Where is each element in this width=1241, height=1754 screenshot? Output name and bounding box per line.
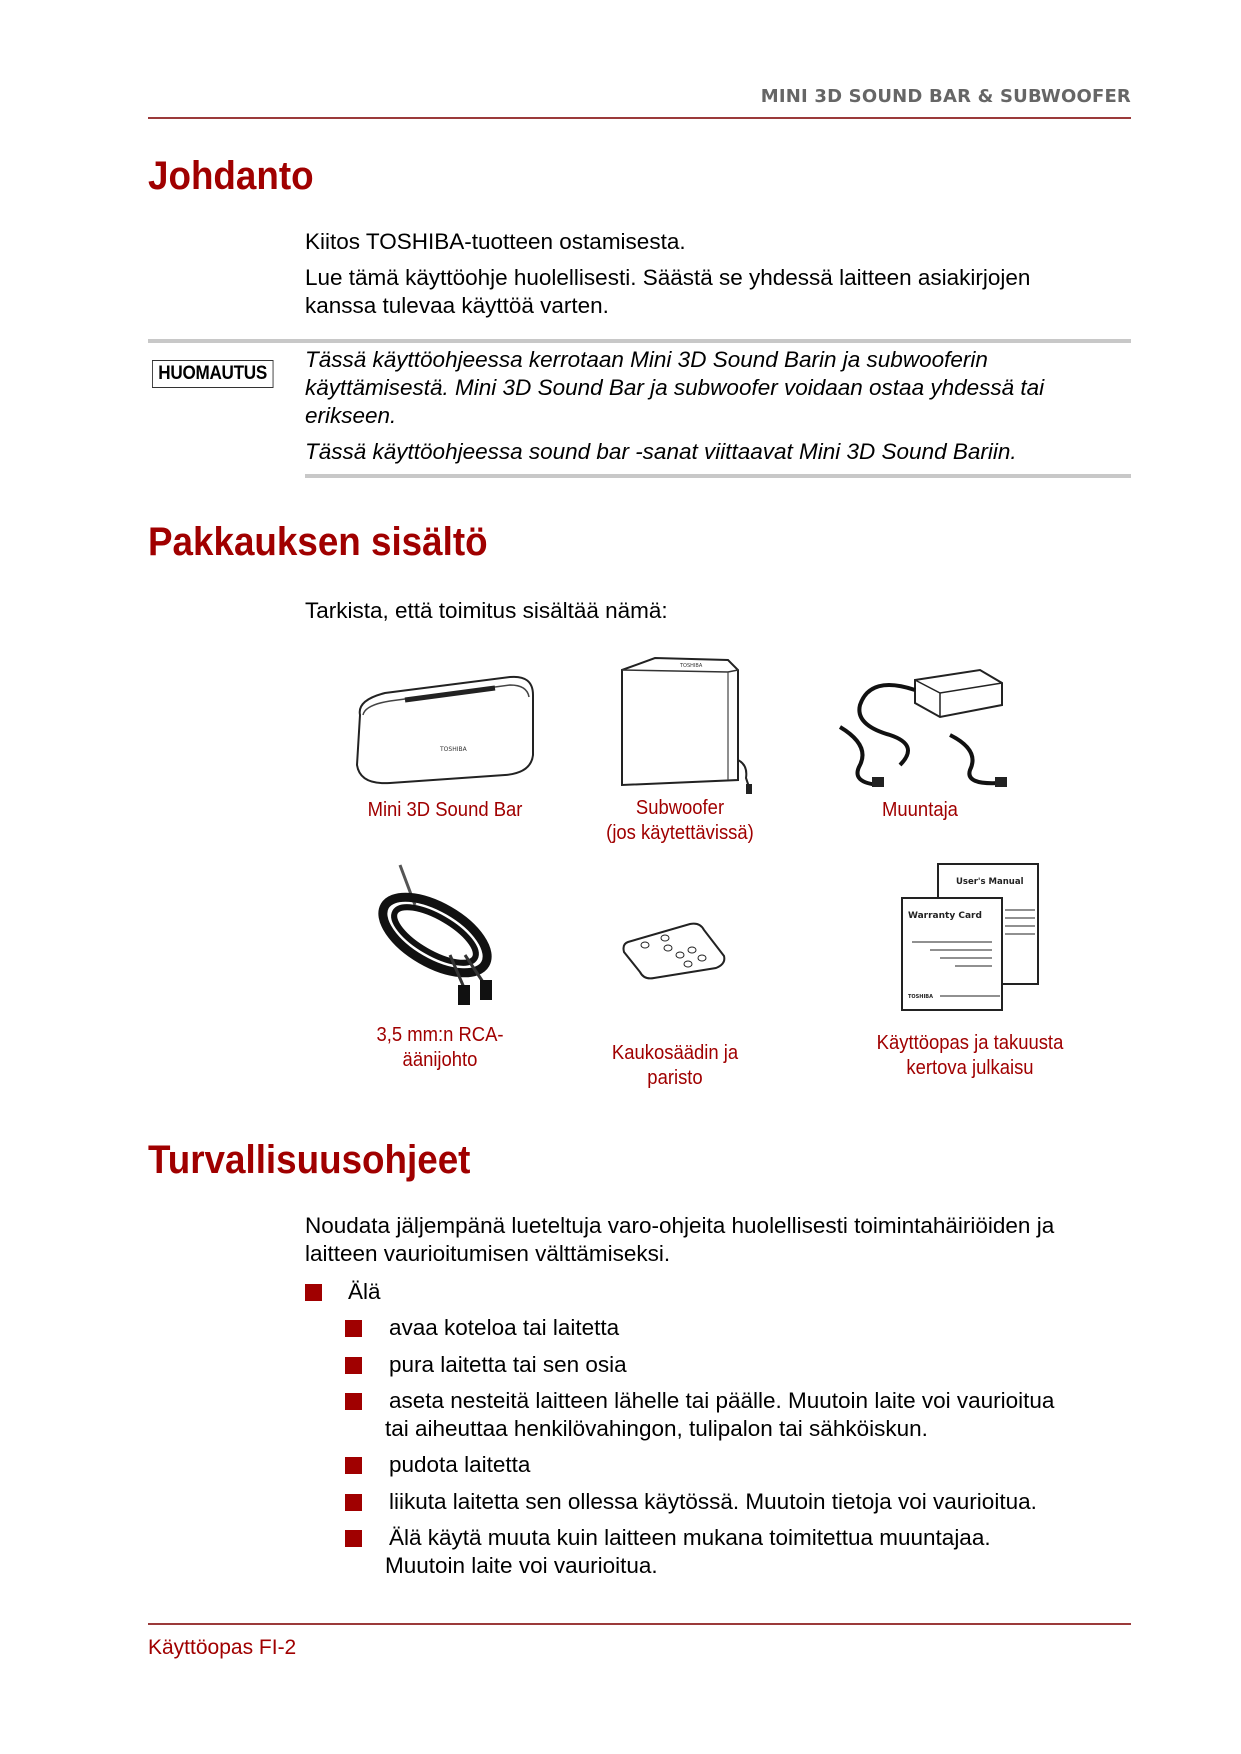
svg-text:Warranty Card: Warranty Card xyxy=(908,911,982,921)
package-item-adapter xyxy=(820,665,1020,822)
header-rule xyxy=(148,117,1131,119)
intro-paragraph-2 xyxy=(305,264,1131,320)
caption-sound-bar: Mini 3D Sound Bar xyxy=(367,798,523,821)
note-line-4: Tässä käyttöohjeessa sound bar -sanat viittaavat Mini 3D Sound Bariin. xyxy=(305,439,1017,464)
sound-bar-illustration-icon xyxy=(345,655,545,790)
intro-paragraph-2-line-1: Lue tämä käyttöohje huolellisesti. Säästä se yhdessä laitteen asiakirjojen xyxy=(305,265,1031,290)
note-line-2: käyttämisestä. Mini 3D Sound Bar ja subwoofer voidaan ostaa yhdessä tai xyxy=(305,375,1045,400)
caption-adapter: Muuntaja xyxy=(882,798,958,821)
intro-paragraph-2-line-2: kanssa tulevaa käyttöä varten. xyxy=(305,293,609,318)
safety-intro-line-2: laitteen vaurioitumisen välttämiseksi. xyxy=(305,1241,671,1266)
note-text xyxy=(305,346,1131,466)
note-label-badge: HUOMAUTUS xyxy=(152,360,273,388)
package-item-remote xyxy=(575,920,775,1090)
remote-control-illustration-icon xyxy=(620,920,730,980)
caption-remote-line-1: Kaukosäädin ja xyxy=(611,1041,739,1064)
manual-warranty-illustration-icon xyxy=(900,862,1040,1012)
safety-intro xyxy=(305,1212,1131,1268)
footer-rule xyxy=(148,1623,1131,1625)
package-item-subwoofer xyxy=(575,650,785,845)
footer-page-label: Käyttöopas FI-2 xyxy=(148,1636,297,1659)
package-item-sound-bar xyxy=(340,655,550,822)
bullet-square-icon xyxy=(345,1393,362,1410)
caption-manuals-line-1: Käyttöopas ja takuusta xyxy=(876,1031,1064,1054)
svg-text:TOSHIBA: TOSHIBA xyxy=(908,994,933,1000)
svg-text:User's Manual: User's Manual xyxy=(956,877,1024,887)
section-heading-safety: Turvallisuusohjeet xyxy=(148,1138,471,1182)
package-item-rca-cable xyxy=(330,860,550,1072)
running-header-title: MINI 3D SOUND BAR & SUBWOOFER xyxy=(760,86,1131,107)
caption-rca-cable: 3,5 mm:n RCA-äänijohto xyxy=(376,1023,504,1071)
svg-text:TOSHIBA: TOSHIBA xyxy=(440,746,467,753)
bullet-square-icon xyxy=(345,1457,362,1474)
package-item-manuals xyxy=(850,862,1090,1080)
bullet-square-icon xyxy=(345,1357,362,1374)
sub-bullet-3-line-2: tai aiheuttaa henkilövahingon, tulipalon tai sähköiskun. xyxy=(385,1416,928,1441)
bullet-square-icon xyxy=(345,1530,362,1547)
sub-bullet-5: liikuta laitetta sen ollessa käytössä. Muutoin tietoja voi vaurioitua. xyxy=(389,1489,1037,1514)
caption-remote-line-2: paristo xyxy=(647,1066,703,1089)
note-line-1: Tässä käyttöohjeessa kerrotaan Mini 3D Sound Barin ja subwooferin xyxy=(305,347,988,372)
rca-cable-illustration-icon xyxy=(360,860,520,1010)
top-bullet-text: Älä xyxy=(348,1279,381,1304)
bullet-square-icon xyxy=(305,1284,322,1301)
svg-text:TOSHIBA: TOSHIBA xyxy=(680,663,703,669)
section-heading-intro: Johdanto xyxy=(148,154,314,198)
bullet-square-icon xyxy=(345,1494,362,1511)
sub-bullet-2: pura laitetta tai sen osia xyxy=(389,1352,627,1377)
sub-bullet-1: avaa koteloa tai laitetta xyxy=(389,1315,620,1340)
subwoofer-illustration-icon xyxy=(600,650,760,795)
caption-manuals-line-2: kertova julkaisu xyxy=(906,1056,1034,1079)
note-line-3: erikseen. xyxy=(305,403,397,428)
intro-paragraph-1: Kiitos TOSHIBA-tuotteen ostamisesta. xyxy=(305,229,686,254)
safety-intro-line-1: Noudata jäljempänä lueteltuja varo-ohjeita huolellisesti toimintahäiriöiden ja xyxy=(305,1213,1055,1238)
sub-bullet-4: pudota laitetta xyxy=(389,1452,531,1477)
section-heading-package: Pakkauksen sisältö xyxy=(148,520,488,564)
sub-bullet-6-line-1: Älä käytä muuta kuin laitteen mukana toimitettua muuntajaa. xyxy=(389,1525,991,1550)
caption-subwoofer-line-2: (jos käytettävissä) xyxy=(606,821,754,844)
bullet-square-icon xyxy=(345,1320,362,1337)
note-top-rule xyxy=(148,339,1131,343)
sub-bullet-6-line-2: Muutoin laite voi vaurioitua. xyxy=(385,1553,658,1578)
caption-subwoofer-line-1: Subwoofer xyxy=(635,796,725,819)
note-bottom-rule xyxy=(305,474,1131,478)
sub-bullet-3-line-1: aseta nesteitä laitteen lähelle tai päälle. Muutoin laite voi vaurioitua xyxy=(389,1388,1055,1413)
package-intro: Tarkista, että toimitus sisältää nämä: xyxy=(305,598,668,623)
ac-adapter-illustration-icon xyxy=(830,665,1010,795)
